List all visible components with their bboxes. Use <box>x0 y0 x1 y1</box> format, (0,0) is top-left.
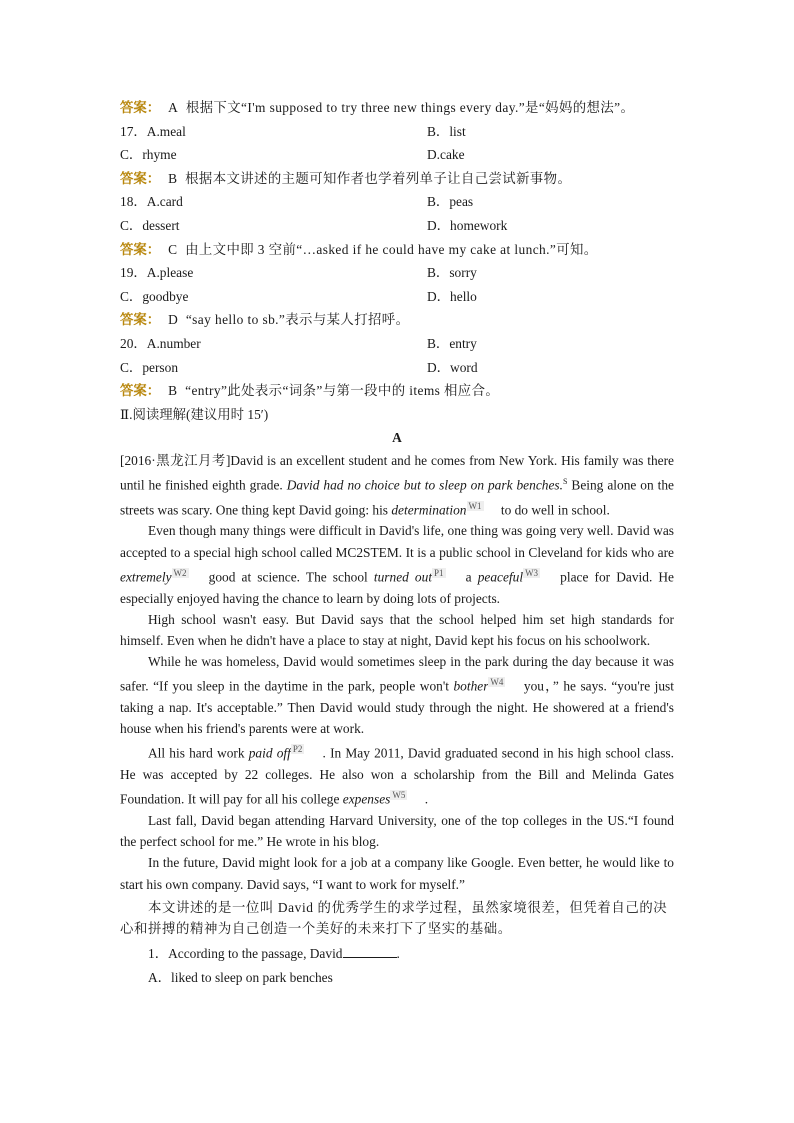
question-18-row1: 18．A.card B．peas <box>120 190 674 214</box>
passage-paragraph-2: Even though many things were difficult in David's life, one thing was going very well. David was accepted to a special high school called MC2STEM. It is a public school in Cleveland for kids who are extremely $^{W2}$ good at science. The school turned out $^{P1}$ a peaceful $^{W3}$ place for David. He especially enjoyed having the chance to learn by doing lots of projects. <box>120 523 674 606</box>
passage-paragraph-4: While he was homeless, David would sometimes sleep in the park during the day because it was safer. “If you sleep in the daytime in the park, people won't bother $^{W4}$ you，” he says. “you're just taking a nap. It's acceptable.” Then David would study through the night. He showered at a friend's house when his friend's parents were at work. <box>120 654 674 737</box>
question-18-row2 <box>120 214 674 238</box>
option-c: C．rhyme <box>120 147 177 163</box>
question-20-row1: 20．A.number B．entry <box>120 332 674 356</box>
option-b: B．sorry <box>427 265 477 281</box>
question-17-row2 <box>120 143 674 167</box>
answer-18: 答案： C 由上文中即 3 空前“…asked if he could have my cake at lunch.”可知。 <box>120 241 598 257</box>
passage-paragraph-1: [2016·黑龙江月考]David is an excellent student and he comes from New York. His family was there until he finished eighth grade. David had no choice but to sleep on park benches.$^S$ Being alone on the streets was scary. One thing kept David going: his determination $^{W1}$ to do well in school. <box>120 452 675 518</box>
answer-16: 答案： A 根据下文“I'm supposed to try three new things every day.”是“妈妈的想法”。 <box>120 100 635 115</box>
passage-paragraph-6: Last fall, David began attending Harvard University, one of the top colleges in the US.“I found the perfect school for me.” He wrote in his blog. <box>120 812 674 850</box>
question-1: 1．According to the passage, David . <box>120 942 674 966</box>
question-20-row2 <box>120 356 674 380</box>
option-c: C．goodbye <box>120 288 189 304</box>
question-17-row1: 17．A.meal B．list <box>120 120 674 144</box>
option-c: C．dessert <box>120 217 180 233</box>
option-a: A.card <box>146 194 183 210</box>
option-d: D．word <box>427 359 478 375</box>
passage-paragraph-3: High school wasn't easy. But David says that the school helped him set high standards for himself. Even when he didn't have a place to stay at night, David kept his focus on his schoolwork. <box>120 611 674 648</box>
option-d: D．homework <box>427 217 508 233</box>
question-1-option-a: A．liked to sleep on park benches <box>148 969 333 985</box>
passage-paragraph-5: All his hard work paid off $^{P2}$ . In May 2011, David graduated second in his high school class. He was accepted by 22 colleges. He also won a scholarship from the Bill and Melinda Gates Foundation. It will pay for all his college expenses $^{W5}$ . <box>120 744 674 807</box>
option-b: B．entry <box>427 335 477 351</box>
question-19-row1: 19．A.please B．sorry <box>120 261 674 285</box>
answer-20: 答案： B “entry”此处表示“词条”与第一段中的 items 相应合。 <box>120 383 500 399</box>
answer-19: 答案： D “say hello to sb.”表示与某人打招呼。 <box>120 312 410 328</box>
option-b: B．peas <box>427 194 474 210</box>
document-page <box>120 96 674 989</box>
option-a: A.meal <box>146 123 186 139</box>
answer-blank <box>343 943 397 958</box>
passage-label: A <box>392 430 402 446</box>
section-title: Ⅱ.阅读理解(建议用时 15′) <box>120 406 269 422</box>
option-a: A.please <box>146 265 194 281</box>
answer-17: 答案： B 根据本文讲述的主题可知作者也学着列单子让自己尝试新事物。 <box>120 170 572 186</box>
option-b: B．list <box>427 123 466 139</box>
option-c: C．person <box>120 359 179 375</box>
option-d: D．hello <box>427 288 477 304</box>
question-19-row2 <box>120 285 674 309</box>
passage-paragraph-7: In the future, David might look for a job at a company like Google. Even better, he would like to start his own company. David says, “I want to work for myself.” <box>120 855 674 892</box>
passage-summary: 本文讲述的是一位叫 David 的优秀学生的求学过程，虽然家境很差，但凭着自己的决心和拼搏的精神为自己创造一个美好的未来打下了坚实的基础。 <box>120 899 668 936</box>
option-d: D.cake <box>427 147 465 163</box>
option-a: A.number <box>146 335 201 351</box>
